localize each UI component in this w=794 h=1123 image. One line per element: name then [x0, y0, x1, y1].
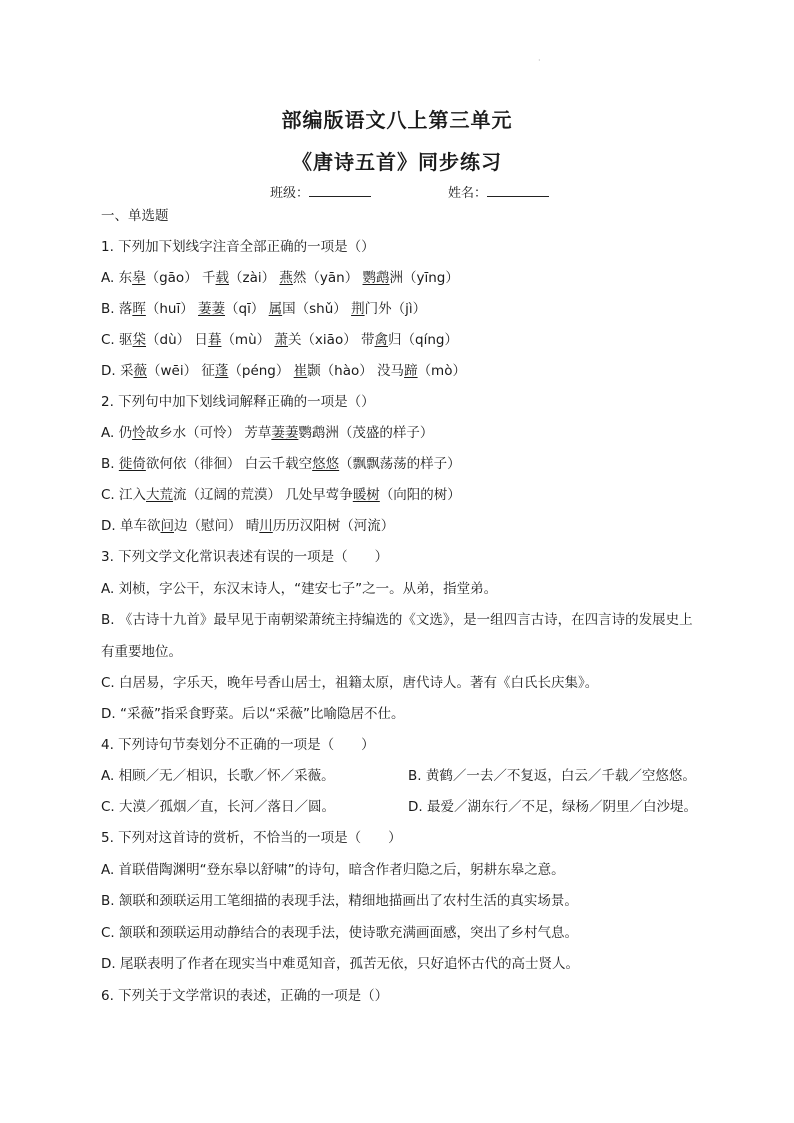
q1-option-c: C. 驱柋（dù） 日暮（mù） 萧关（xiāo） 带禽归（qíng）: [101, 332, 458, 348]
class-blank: [309, 184, 371, 197]
q2-option-c: C. 江入大荒流（辽阔的荒漠） 几处早莺争暖树（向阳的树）: [101, 487, 461, 503]
section-heading: 一、单选题: [101, 208, 169, 224]
q3-option-b-cont: 有重要地位。: [101, 644, 182, 660]
q2-stem: 2. 下列句中加下划线词解释正确的一项是（）: [101, 394, 375, 410]
q4-option-d: D. 最爱／湖东行／不足，绿杨／阴里／白沙堤。: [408, 799, 697, 815]
name-label: 姓名：: [448, 186, 488, 201]
q4-option-c: C. 大漠／孤烟／直，长河／落日／圆。: [101, 799, 336, 815]
class-label: 班级：: [270, 186, 310, 201]
page-subtitle: 《唐诗五首》同步练习: [292, 150, 502, 174]
q4-option-b: B. 黄鹤／一去／不复返，白云／千载／空悠悠。: [408, 768, 696, 784]
q4-option-a: A. 相顾／无／相识，长歌／怀／采薇。: [101, 768, 335, 784]
page-title: 部编版语文八上第三单元: [281, 108, 513, 132]
q2-option-b: B. 徙倚欲何依（徘徊） 白云千载空悠悠（飘飘荡荡的样子）: [101, 456, 461, 472]
q5-option-a: A. 首联借陶渊明“登东皋以舒啸”的诗句，暗含作者归隐之后，躬耕东皋之意。: [101, 862, 565, 878]
q3-option-d: D. “采薇”指采食野菜。后以“采薇”比喻隐居不仕。: [101, 706, 405, 722]
class-field: [270, 182, 371, 201]
name-field: [448, 182, 549, 201]
q1-stem: 1. 下列加下划线字注音全部正确的一项是（）: [101, 239, 375, 255]
q3-option-a: A. 刘桢，字公干，东汉末诗人，“建安七子”之一。从弟，指堂弟。: [101, 581, 498, 597]
q4-row-2: [101, 798, 701, 816]
header-dot: ·: [538, 56, 541, 65]
q5-stem: 5. 下列对这首诗的赏析，不恰当的一项是（ ）: [101, 830, 402, 846]
q5-option-b: B. 颔联和颈联运用工笔细描的表现手法，精细地描画出了农村生活的真实场景。: [101, 893, 578, 909]
q4-row-1: [101, 767, 701, 785]
q5-option-d: D. 尾联表明了作者在现实当中难觅知音，孤苦无依，只好追怀古代的高士贤人。: [101, 956, 579, 972]
q2-option-d: D. 单车欲问边（慰问） 晴川历历汉阳树（河流）: [101, 518, 395, 534]
q1-option-a: A. 东皋（gāo） 千载（zài） 燕然（yān） 鹦鹉洲（yīng）: [101, 270, 459, 286]
q3-option-b: B. 《古诗十九首》最早见于南朝梁萧统主持编选的《文选》，是一组四言古诗，在四言诗的发展史上: [101, 612, 693, 628]
q6-stem: 6. 下列关于文学常识的表述，正确的一项是（）: [101, 988, 389, 1004]
q4-stem: 4. 下列诗句节奏划分不正确的一项是（ ）: [101, 737, 375, 753]
q3-option-c: C. 白居易，字乐天，晚年号香山居士，祖籍太原，唐代诗人。著有《白氏长庆集》。: [101, 675, 599, 691]
name-blank: [487, 184, 549, 197]
q2-option-a: A. 仍怜故乡水（可怜） 芳草萋萋鹦鹉洲（茂盛的样子）: [101, 425, 434, 441]
q5-option-c: C. 颔联和颈联运用动静结合的表现手法，使诗歌充满画面感，突出了乡村气息。: [101, 925, 579, 941]
q1-option-d: D. 采薇（wēi） 征蓬（péng） 崔颢（hào） 没马蹄（mò）: [101, 363, 466, 379]
q1-option-b: B. 落晖（huī） 萋萋（qī） 属国（shǔ） 荆门外（jì）: [101, 301, 427, 317]
q3-stem: 3. 下列文学文化常识表述有误的一项是（ ）: [101, 549, 389, 565]
